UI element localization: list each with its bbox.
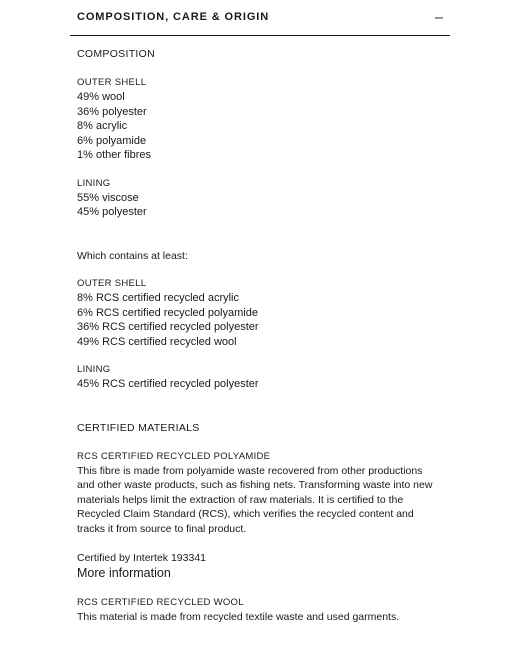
description-line: and other waste products, such as fishing nets. Transforming waste into new xyxy=(77,479,433,492)
material-title: RCS CERTIFIED RECYCLED POLYAMIDE xyxy=(77,450,271,462)
recycled-item: 8% RCS certified recycled acrylic xyxy=(77,292,239,305)
description-line: tracks it from source to final product. xyxy=(77,522,247,535)
recycled-item: 45% RCS certified recycled polyester xyxy=(77,378,259,391)
lining-recycled xyxy=(77,363,450,392)
material-title: RCS CERTIFIED RECYCLED WOOL xyxy=(77,597,244,609)
certified-by: Certified by Intertek 193341 xyxy=(77,551,206,564)
more-information-link[interactable]: More information xyxy=(77,566,171,581)
composition-heading: COMPOSITION xyxy=(77,48,155,60)
lining-label: LINING xyxy=(77,364,111,376)
description-line: materials helps limit the extraction of raw materials. It is certified to the xyxy=(77,493,404,506)
composition-item: 36% polyester xyxy=(77,105,147,118)
certified-material xyxy=(77,596,450,625)
composition-item: 1% other fibres xyxy=(77,149,151,161)
description-line: This fibre is made from polyamide waste recovered from other productions xyxy=(77,464,423,477)
composition-item: 55% viscose xyxy=(77,191,139,204)
accordion-header[interactable] xyxy=(70,0,450,36)
composition-item: 49% wool xyxy=(77,91,125,103)
recycled-item: 49% RCS certified recycled wool xyxy=(77,335,237,348)
composition-item: 45% polyester xyxy=(77,206,147,218)
lining-composition xyxy=(77,177,450,220)
composition-item: 6% polyamide xyxy=(77,134,147,147)
accordion-title: COMPOSITION, CARE & ORIGIN xyxy=(77,11,270,23)
minus-icon[interactable] xyxy=(434,13,444,23)
description-line: Recycled Claim Standard (RCS), which verifies the recycled content and xyxy=(77,508,414,521)
certified-materials-heading: CERTIFIED MATERIALS xyxy=(77,421,200,434)
contains-intro: Which contains at least: xyxy=(77,249,188,262)
outer-shell-label: OUTER SHELL xyxy=(77,77,147,88)
recycled-item: 36% RCS certified recycled polyester xyxy=(77,321,259,334)
outer-shell-label: OUTER SHELL xyxy=(77,278,147,290)
material-description xyxy=(77,464,450,537)
description-line: This material is made from recycled textile waste and used garments. xyxy=(77,611,400,624)
certified-material xyxy=(77,450,450,582)
recycled-item: 6% RCS certified recycled polyamide xyxy=(77,306,258,319)
material-description xyxy=(77,610,450,625)
accordion-content xyxy=(70,36,450,625)
composition-care-origin-panel xyxy=(70,0,450,625)
lining-label: LINING xyxy=(77,177,111,189)
outer-shell-composition xyxy=(77,76,450,163)
outer-shell-recycled xyxy=(77,277,450,349)
composition-item: 8% acrylic xyxy=(77,120,128,132)
